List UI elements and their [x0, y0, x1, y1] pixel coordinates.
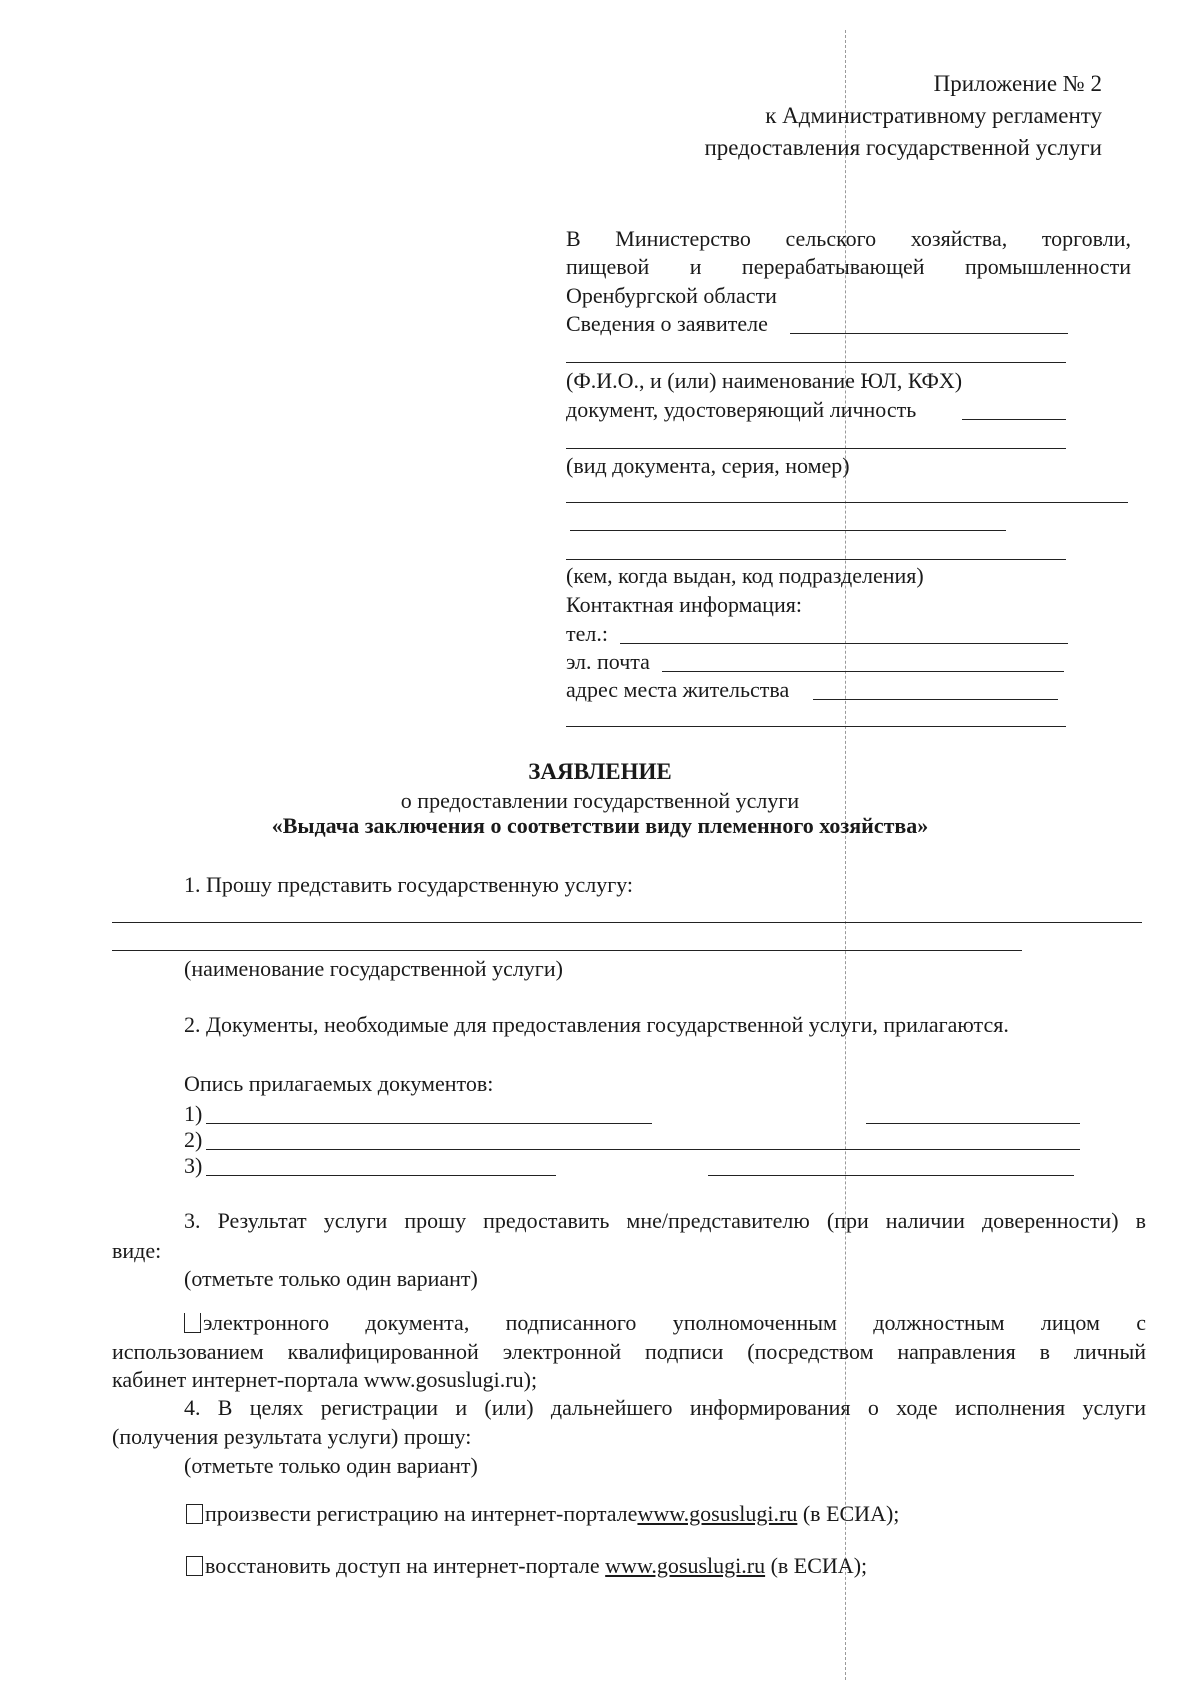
appendix-number: Приложение № 2: [933, 71, 1102, 96]
phone-label: тел.:: [566, 621, 608, 646]
result-option-electronic: [184, 1312, 1146, 1334]
attachment-number-3: 3): [184, 1153, 203, 1178]
applicant-field-2[interactable]: [566, 362, 1066, 363]
result-option-line-2: использованием квалифицированной электронной подписи (посредством направления в личный: [112, 1339, 1146, 1364]
registration-option-suffix: (в ЕСИА);: [797, 1501, 900, 1526]
attachment-field-1b[interactable]: [866, 1123, 1080, 1124]
section-4-line-1: 4. В целях регистрации и (или) дальнейшего информирования о ходе исполнения услуги: [184, 1395, 1146, 1420]
section-3-note: (отметьте только один вариант): [184, 1266, 478, 1291]
restore-access-option-text: восстановить доступ на интернет-портале: [205, 1553, 606, 1578]
attachment-number-1: 1): [184, 1101, 203, 1126]
applicant-label: Сведения о заявителе: [566, 311, 768, 336]
section-3-line-2: виде:: [112, 1238, 162, 1263]
issued-field-3[interactable]: [566, 559, 1066, 560]
issued-field-1[interactable]: [566, 502, 1128, 503]
service-name: «Выдача заключения о соответствии виду племенного хозяйства»: [271, 813, 929, 838]
recipient-line-1: В Министерство сельского хозяйства, торговли,: [566, 226, 1131, 251]
section-4-note: (отметьте только один вариант): [184, 1453, 478, 1478]
attachments-title: Опись прилагаемых документов:: [184, 1071, 494, 1096]
electronic-result-checkbox[interactable]: [184, 1313, 201, 1333]
attachment-field-1[interactable]: [206, 1123, 652, 1124]
appendix-to-regulation: к Административному регламенту: [765, 103, 1102, 128]
id-doc-field-2[interactable]: [566, 448, 1066, 449]
id-doc-label: документ, удостоверяющий личность: [566, 397, 917, 422]
address-field[interactable]: [813, 699, 1058, 700]
result-option-line-3: кабинет интернет-портала www.gosuslugi.ru);: [112, 1367, 538, 1392]
section-4-line-2: (получения результата услуги) прошу:: [112, 1424, 472, 1449]
appendix-service: предоставления государственной услуги: [704, 135, 1102, 160]
email-field[interactable]: [662, 671, 1064, 672]
attachment-field-3[interactable]: [206, 1175, 556, 1176]
recipient-line-2: пищевой и перерабатывающей промышленности: [566, 254, 1131, 279]
gosuslugi-link-1[interactable]: www.gosuslugi.ru: [637, 1501, 798, 1526]
id-doc-field[interactable]: [962, 419, 1066, 420]
document-subtitle: о предоставлении государственной услуги: [400, 788, 800, 813]
gosuslugi-link-2[interactable]: www.gosuslugi.ru: [605, 1553, 766, 1578]
attachment-field-3b[interactable]: [708, 1175, 1074, 1176]
restore-access-checkbox[interactable]: [186, 1556, 203, 1576]
phone-field[interactable]: [620, 643, 1068, 644]
section-1-text: 1. Прошу представить государственную услугу:: [184, 872, 634, 897]
section-2-text: 2. Документы, необходимые для предоставления государственной услуги, прилагаются.: [184, 1012, 1009, 1037]
email-label: эл. почта: [566, 649, 650, 674]
issued-hint: (кем, когда выдан, код подразделения): [566, 563, 924, 588]
registration-option: [186, 1503, 899, 1525]
service-field-2[interactable]: [112, 950, 1022, 951]
attachment-field-2[interactable]: [206, 1149, 1080, 1150]
registration-checkbox[interactable]: [186, 1504, 203, 1524]
restore-access-option-suffix: (в ЕСИА);: [765, 1553, 868, 1578]
result-option-line-1: электронного документа, подписанного уполномоченным должностным лицом с: [203, 1310, 1146, 1335]
section-1-hint: (наименование государственной услуги): [184, 956, 563, 981]
recipient-line-3: Оренбургской области: [566, 283, 777, 308]
applicant-field[interactable]: [790, 333, 1068, 334]
address-label: адрес места жительства: [566, 677, 790, 702]
restore-access-option: [186, 1555, 867, 1577]
address-field-2[interactable]: [566, 726, 1066, 727]
issued-field-2[interactable]: [570, 530, 1006, 531]
attachment-number-2: 2): [184, 1127, 203, 1152]
service-field-1[interactable]: [112, 922, 1142, 923]
contact-label: Контактная информация:: [566, 592, 802, 617]
applicant-hint: (Ф.И.О., и (или) наименование ЮЛ, КФХ): [566, 368, 963, 393]
registration-option-text: произвести регистрацию на интернет-портале: [205, 1501, 638, 1526]
document-title: ЗАЯВЛЕНИЕ: [528, 759, 672, 784]
id-doc-hint: (вид документа, серия, номер): [566, 453, 850, 478]
section-3-line-1: 3. Результат услуги прошу предоставить мне/представителю (при наличии доверенности) в: [184, 1208, 1146, 1233]
